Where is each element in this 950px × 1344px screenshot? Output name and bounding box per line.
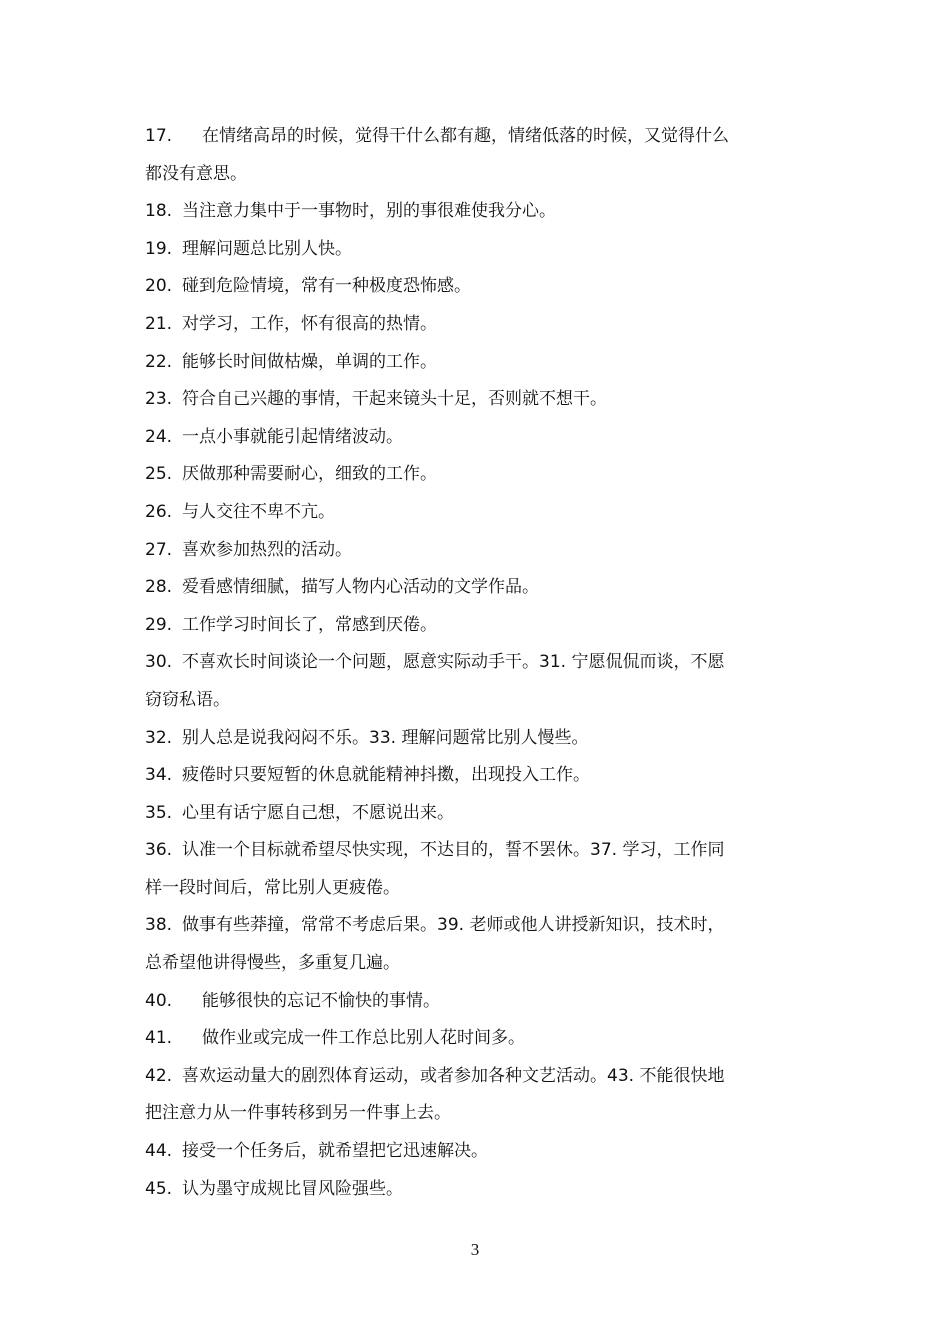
question-number: 36.	[145, 840, 173, 861]
question-number: 29.	[145, 614, 173, 635]
question-line	[145, 907, 800, 945]
question-text: 接受一个任务后，就希望把它迅速解决。	[182, 1141, 488, 1162]
question-line	[145, 569, 800, 607]
question-text: 不喜欢长时间谈论一个问题，愿意实际动手干。31. 宁愿侃侃而谈，不愿	[182, 652, 725, 673]
question-number: 25.	[145, 464, 173, 485]
question-text: 认准一个目标就希望尽快实现，不达目的，誓不罢休。37. 学习，工作同	[182, 840, 725, 861]
questionnaire-text	[145, 118, 800, 1208]
question-text: 碰到危险情境，常有一种极度恐怖感。	[182, 276, 471, 297]
question-number: 27.	[145, 539, 173, 560]
question-line	[145, 231, 800, 269]
question-text: 都没有意思。	[145, 163, 247, 184]
question-line	[145, 720, 800, 758]
question-line	[145, 532, 800, 570]
question-number: 44.	[145, 1141, 173, 1162]
question-text: 别人总是说我闷闷不乐。33. 理解问题常比别人慢些。	[182, 727, 589, 748]
question-text: 工作学习时间长了，常感到厌倦。	[182, 614, 437, 635]
question-number: 34.	[145, 765, 173, 786]
question-line	[145, 381, 800, 419]
question-text: 在情绪高昂的时候，觉得干什么都有趣，情绪低落的时候，又觉得什么	[202, 126, 729, 146]
question-text: 总希望他讲得慢些，多重复几遍。	[145, 953, 400, 974]
question-text: 一点小事就能引起情绪波动。	[182, 426, 403, 447]
question-line	[145, 306, 800, 344]
question-text: 做作业或完成一件工作总比别人花时间多。	[202, 1028, 525, 1049]
page-number: 3	[470, 1240, 480, 1259]
question-line	[145, 983, 800, 1021]
question-number: 18.	[145, 201, 173, 222]
question-number: 17.	[145, 126, 173, 146]
question-text: 样一段时间后，常比别人更疲倦。	[145, 877, 400, 898]
question-line	[145, 832, 800, 870]
question-number: 40.	[145, 990, 173, 1011]
question-line	[145, 456, 800, 494]
question-line	[145, 870, 800, 908]
question-text: 喜欢参加热烈的活动。	[182, 539, 352, 560]
question-line	[145, 118, 800, 156]
question-line	[145, 419, 800, 457]
question-text: 当注意力集中于一事物时，别的事很难使我分心。	[182, 201, 556, 222]
question-number: 35.	[145, 802, 173, 823]
question-number: 32.	[145, 727, 173, 748]
question-text: 心里有话宁愿自己想，不愿说出来。	[182, 802, 454, 823]
question-line	[145, 193, 800, 231]
question-line	[145, 1058, 800, 1096]
question-text: 能够很快的忘记不愉快的事情。	[202, 990, 440, 1011]
question-number: 42.	[145, 1065, 173, 1086]
question-number: 30.	[145, 652, 173, 673]
question-number: 20.	[145, 276, 173, 297]
question-text: 能够长时间做枯燥，单调的工作。	[182, 351, 437, 372]
question-line	[145, 1095, 800, 1133]
question-line	[145, 682, 800, 720]
question-number: 21.	[145, 313, 173, 334]
question-line	[145, 268, 800, 306]
question-text: 做事有些莽撞，常常不考虑后果。39. 老师或他人讲授新知识，技术时，	[182, 915, 725, 936]
question-text: 把注意力从一件事转移到另一件事上去。	[145, 1103, 451, 1124]
question-number: 24.	[145, 426, 173, 447]
question-text: 与人交往不卑不亢。	[182, 501, 335, 522]
question-line	[145, 344, 800, 382]
question-text: 认为墨守成规比冒风险强些。	[182, 1178, 403, 1199]
question-line	[145, 644, 800, 682]
question-number: 41.	[145, 1028, 173, 1049]
question-number: 28.	[145, 577, 173, 598]
question-text: 爱看感情细腻，描写人物内心活动的文学作品。	[182, 577, 539, 598]
question-text: 理解问题总比别人快。	[182, 238, 352, 259]
question-text: 疲倦时只要短暂的休息就能精神抖擞，出现投入工作。	[182, 765, 590, 786]
question-text: 喜欢运动量大的剧烈体育运动，或者参加各种文艺活动。43. 不能很快地	[182, 1065, 725, 1086]
question-text: 窃窃私语。	[145, 689, 230, 710]
question-number: 23.	[145, 389, 173, 410]
question-line	[145, 1171, 800, 1209]
question-number: 19.	[145, 238, 173, 259]
question-line	[145, 607, 800, 645]
question-line	[145, 1020, 800, 1058]
question-text: 厌做那种需要耐心，细致的工作。	[182, 464, 437, 485]
question-line	[145, 494, 800, 532]
question-text: 对学习，工作，怀有很高的热情。	[182, 313, 437, 334]
question-line	[145, 945, 800, 983]
question-number: 38.	[145, 915, 173, 936]
question-line	[145, 795, 800, 833]
question-number: 45.	[145, 1178, 173, 1199]
question-line	[145, 757, 800, 795]
question-line	[145, 156, 800, 194]
question-number: 22.	[145, 351, 173, 372]
question-text: 符合自己兴趣的事情，干起来镜头十足，否则就不想干。	[182, 389, 607, 410]
question-number: 26.	[145, 501, 173, 522]
question-line	[145, 1133, 800, 1171]
